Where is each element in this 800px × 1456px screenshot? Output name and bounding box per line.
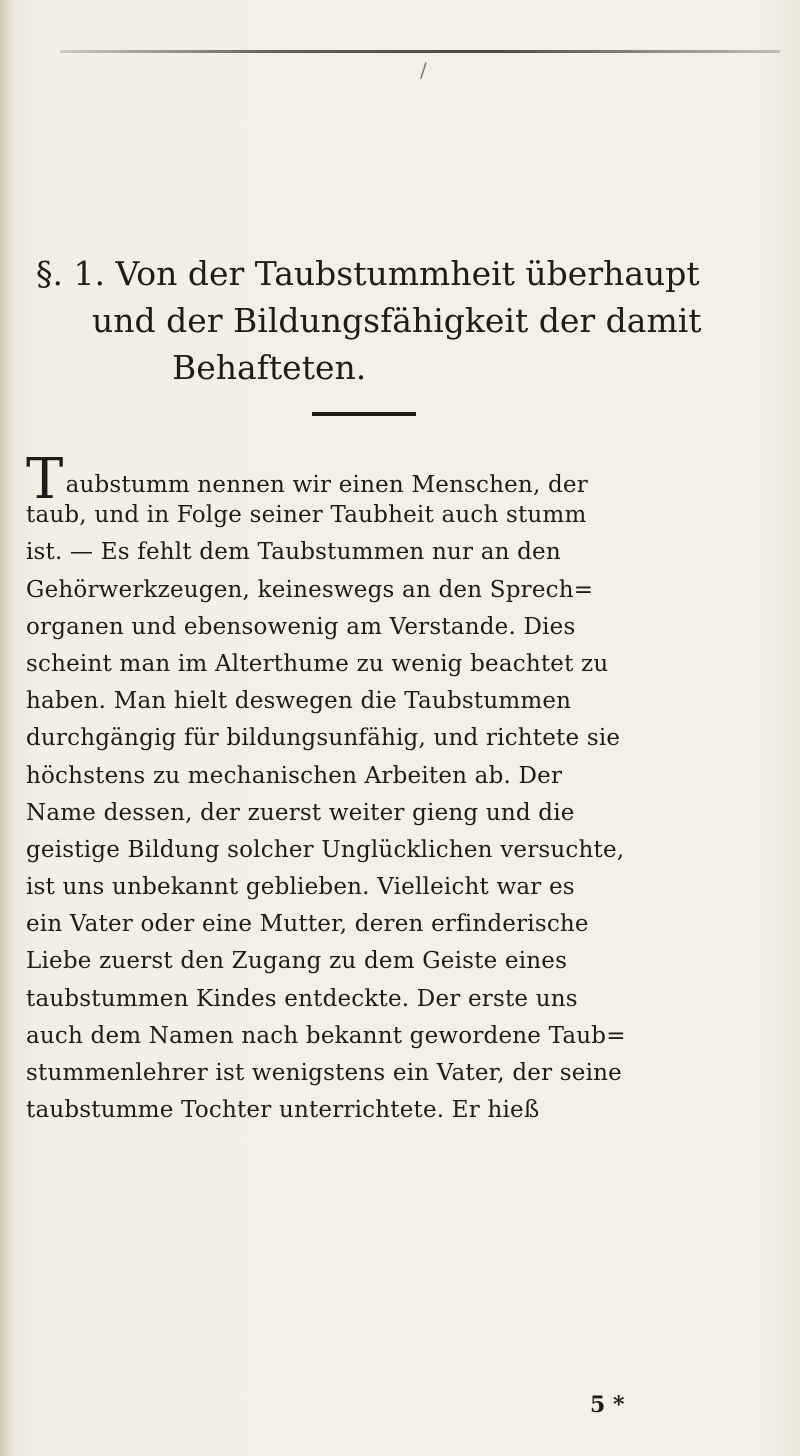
text-line: Gehörwerkzeugen, keineswegs an den Sprech= (26, 576, 594, 603)
text-line: Liebe zuerst den Zugang zu dem Geiste eines (26, 948, 568, 975)
heading-line-3: Behafteten. (172, 348, 367, 387)
binding-edge (0, 0, 14, 1456)
text-line: stummenlehrer ist wenigstens ein Vater, der seine (26, 1060, 622, 1086)
text-line: geistige Bildung solcher Unglücklichen versuchte, (26, 836, 625, 863)
text-line: ist uns unbekannt geblieben. Vielleicht war es (26, 874, 575, 901)
text-line: taub, und in Folge seiner Taubheit auch stumm (26, 502, 587, 529)
text-line: durchgängig für bildungsunfähig, und richtete sie (26, 725, 621, 752)
text-line: taubstumme Tochter unterrichtete. Er hieß (26, 1097, 540, 1124)
top-mark: / (420, 58, 427, 82)
text-line: ist. — Es fehlt dem Taubstummen nur an den (26, 539, 561, 566)
text-line: Name dessen, der zuerst weiter gieng und die (26, 799, 575, 826)
heading-line-2: und der Bildungsfähigkeit der damit (92, 301, 702, 340)
text-line: taubstummen Kindes entdeckte. Der erste uns (26, 985, 578, 1012)
text-line: höchstens zu mechanischen Arbeiten ab. Der (26, 762, 563, 789)
text-line: organen und ebensowenig am Verstande. Dies (26, 613, 576, 640)
drop-cap: T (26, 447, 64, 512)
text-line: haben. Man hielt deswegen die Taubstummen (26, 688, 572, 715)
text-line: Taubstumm nennen wir einen Menschen, der (26, 447, 588, 512)
top-rule (60, 50, 780, 53)
heading-line-1: §. 1. Von der Taubstummheit überhaupt (36, 254, 700, 293)
text-line: scheint man im Alterthume zu wenig beachtet zu (26, 650, 609, 677)
heading-divider (312, 412, 416, 416)
text-line: auch dem Namen nach bekannt gewordene Taub= (26, 1022, 626, 1049)
section-heading (36, 250, 776, 391)
body-paragraph (26, 447, 796, 1129)
signature-mark: 5 * (590, 1392, 625, 1418)
text-line: ein Vater oder eine Mutter, deren erfinderische (26, 911, 589, 938)
